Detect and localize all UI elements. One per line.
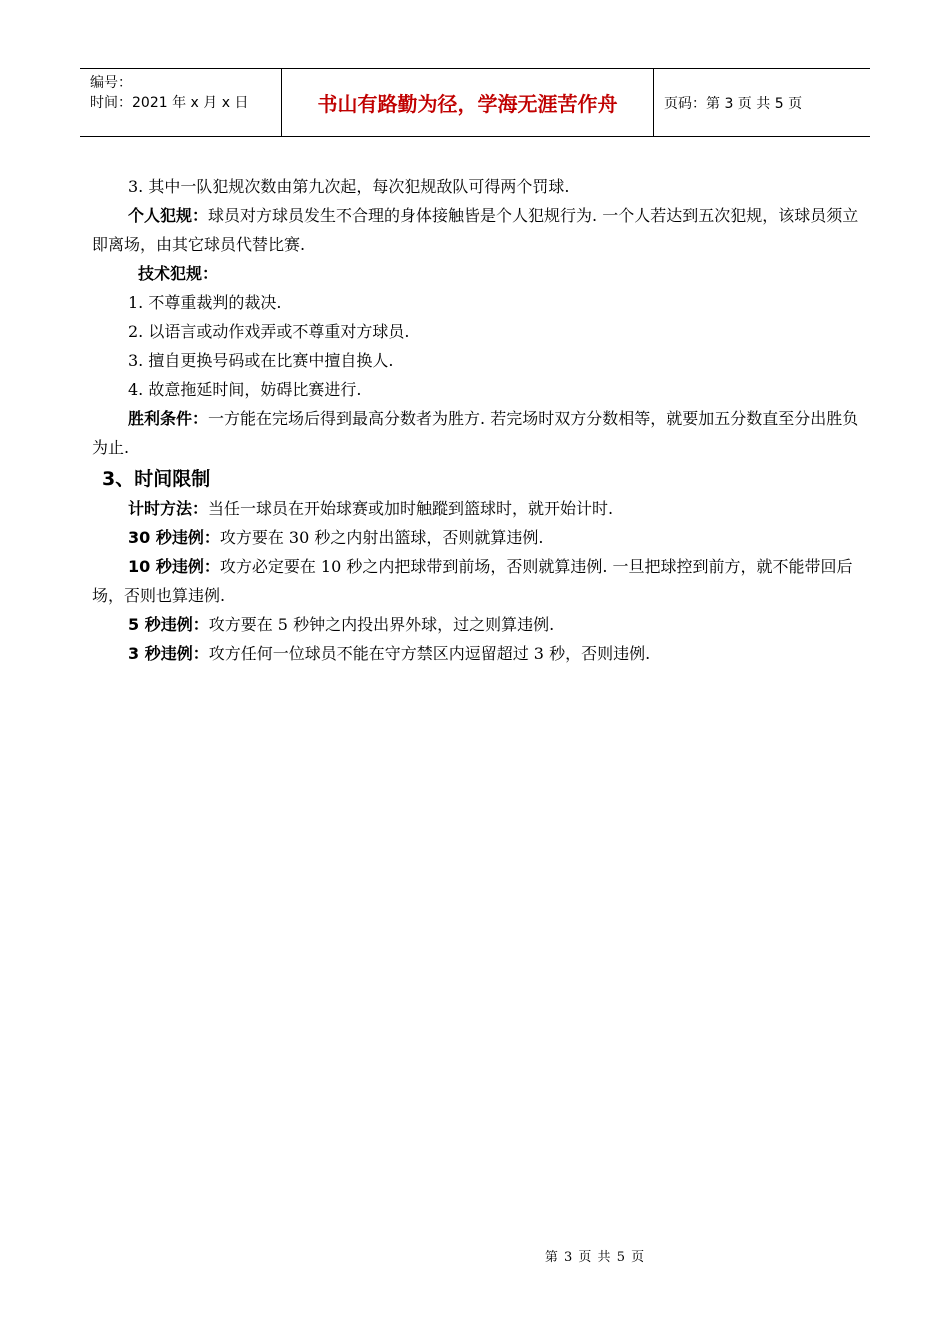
violation-30s-label: 30 秒违例： — [128, 528, 220, 547]
violation-30s-paragraph — [92, 523, 862, 552]
technical-item-4: 4. 故意拖延时间，妨碍比赛进行. — [128, 380, 362, 399]
section-heading-time-limit: 3、时间限制 — [102, 468, 211, 490]
violation-10s-paragraph — [92, 552, 862, 610]
personal-foul-label: 个人犯规： — [128, 206, 209, 225]
timing-text: 当任一球员在开始球赛或加时触蹤到篮球时，就开始计时. — [208, 499, 614, 518]
page-footer-text: 第 3 页 共 5 页 — [544, 1250, 646, 1265]
violation-10s-text: 攻方必定要在 10 秒之内把球带到前场，否则就算违例. 一旦把球控到前方，就不能带回后场，否则也算违例. — [92, 557, 853, 605]
win-condition-text: 一方能在完场后得到最高分数者为胜方. 若完场时双方分数相等，就要加五分数直至分出胜负为止. — [92, 409, 859, 457]
technical-foul-label: 技术犯规： — [138, 264, 219, 283]
violation-5s-label: 5 秒违例： — [128, 615, 209, 634]
violation-10s-label: 10 秒违例： — [128, 557, 220, 576]
technical-foul-heading — [92, 259, 862, 288]
page-footer — [0, 1246, 950, 1265]
violation-5s-paragraph — [92, 610, 862, 639]
number-label: 编号： — [90, 75, 132, 91]
date-label: 时间：2021 年 x 月 x 日 — [90, 95, 249, 111]
violation-3s-text: 攻方任何一位球员不能在守方禁区内逗留超过 3 秒，否则违例. — [208, 644, 651, 663]
document-body — [92, 172, 862, 668]
timing-paragraph — [92, 494, 862, 523]
header-motto: 书山有路勤为径，学海无涯苦作舟 — [281, 69, 654, 136]
win-condition-paragraph — [92, 404, 862, 462]
violation-30s-text: 攻方要在 30 秒之内射出篮球，否则就算违例. — [219, 528, 544, 547]
header-page-info: 页码：第 3 页 共 5 页 — [664, 95, 803, 112]
technical-item-1: 1. 不尊重裁判的裁决. — [128, 293, 282, 312]
document-header — [80, 68, 870, 137]
foul-rule-9: 3. 其中一队犯规次数由第九次起，每次犯规敌队可得两个罚球. — [128, 177, 570, 196]
personal-foul-paragraph — [92, 201, 862, 259]
win-condition-label: 胜利条件： — [128, 409, 209, 428]
personal-foul-text: 球员对方球员发生不合理的身体接触皆是个人犯规行为. 一个人若达到五次犯规，该球员须立即离场，由其它球员代替比赛. — [92, 206, 859, 254]
violation-3s-label: 3 秒违例： — [128, 644, 209, 663]
technical-item-3: 3. 擅自更换号码或在比赛中擅自换人. — [128, 351, 394, 370]
violation-5s-text: 攻方要在 5 秒钟之内投出界外球，过之则算违例. — [208, 615, 555, 634]
technical-item-2: 2. 以语言或动作戏弄或不尊重对方球员. — [128, 322, 410, 341]
header-meta — [80, 69, 281, 136]
violation-3s-paragraph — [92, 639, 862, 668]
timing-label: 计时方法： — [128, 499, 209, 518]
